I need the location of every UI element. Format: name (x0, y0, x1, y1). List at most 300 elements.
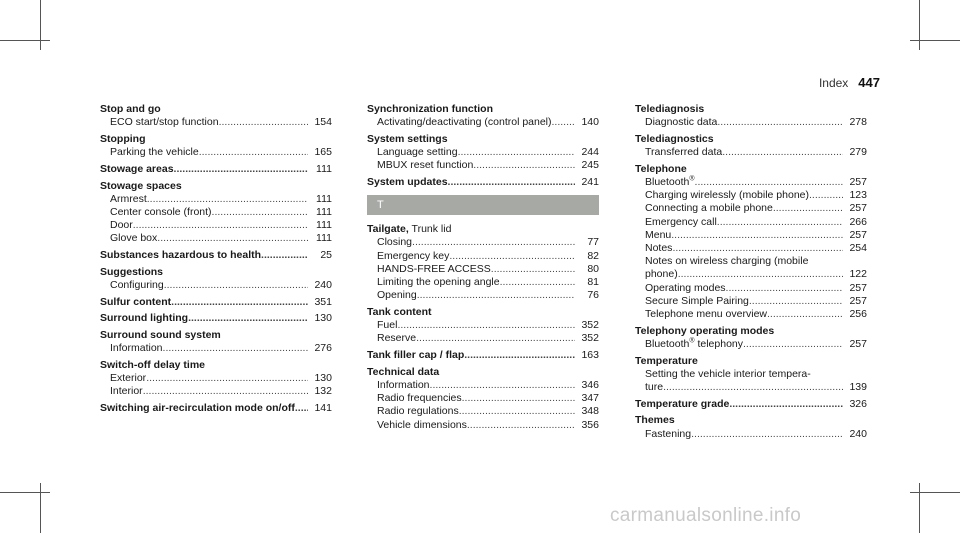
dot-leader (449, 250, 575, 263)
dot-leader (671, 229, 843, 242)
dot-leader (773, 202, 843, 215)
subentry-text: Transferred data (645, 146, 723, 159)
subentry-label (110, 342, 163, 355)
dot-leader (500, 276, 575, 289)
entry-title: System settings (367, 132, 448, 145)
subentry-label (645, 338, 743, 351)
index-entry (100, 249, 332, 262)
index-entry (100, 163, 332, 176)
dot-leader (462, 392, 575, 405)
entry-title: Telediagnostics (635, 132, 714, 145)
entry-heading (100, 103, 332, 116)
entry-heading (367, 133, 599, 146)
dot-leader (767, 308, 843, 321)
dot-leader (678, 268, 843, 281)
subentry-label (110, 279, 164, 292)
page-ref: 346 (581, 378, 599, 391)
dot-leader (473, 159, 575, 172)
entry-title: Telephony operating modes (635, 324, 775, 337)
subentry-label (110, 116, 219, 129)
index-entry (100, 312, 332, 325)
subentry-text: Information (377, 378, 430, 391)
entry-title: Switching air-recirculation mode on/off (100, 402, 295, 415)
dot-leader (458, 146, 575, 159)
subentry (100, 385, 332, 398)
dot-leader (691, 428, 843, 441)
subentry (367, 392, 599, 405)
index-entry (635, 103, 867, 129)
entry-title: Temperature grade (635, 397, 730, 410)
entry-title: Stop and go (100, 103, 161, 115)
subentry (635, 176, 867, 189)
subentry (100, 219, 332, 232)
subentry-label (645, 202, 773, 215)
dot-leader (749, 295, 843, 308)
subentry-wrapped-line: Notes on wireless charging (mobile (645, 255, 809, 268)
dot-leader (448, 176, 575, 189)
page-ref: 163 (581, 349, 599, 362)
index-entry (100, 180, 332, 246)
subentry-label (645, 229, 671, 242)
subentry-label (377, 289, 417, 302)
subentry (635, 202, 867, 215)
page-number: 447 (858, 75, 880, 90)
subentry-text: Configuring (110, 278, 164, 291)
subentry-text: Emergency call (645, 215, 717, 228)
registered-mark: ® (689, 337, 695, 345)
subentry-label (110, 372, 146, 385)
entry-cross-reference: Trunk lid (408, 223, 452, 236)
page-ref: 254 (849, 242, 867, 255)
page-ref: 279 (849, 146, 867, 159)
subentry (635, 308, 867, 321)
page-ref: 77 (587, 236, 599, 249)
subentry-text: Armrest (110, 192, 147, 205)
entry-heading (367, 103, 599, 116)
subentry (367, 419, 599, 432)
page-ref: 256 (849, 308, 867, 321)
page-ref: 266 (849, 215, 867, 228)
dot-leader (157, 232, 308, 245)
subentry (367, 250, 599, 263)
subentry-label (645, 295, 749, 308)
page-ref: 356 (581, 418, 599, 431)
dot-leader (663, 381, 843, 394)
subentry (635, 282, 867, 295)
subentry-text: Radio regulations (377, 405, 459, 418)
subentry-text: Charging wirelessly (mobile phone) (645, 189, 809, 202)
entry-heading (100, 312, 332, 325)
crop-mark (40, 483, 41, 533)
subentry-wrapped-line: Setting the vehicle interior tempera- (645, 367, 811, 380)
entry-heading (367, 306, 599, 319)
dot-leader (729, 398, 843, 411)
subentry (367, 379, 599, 392)
index-entry (635, 398, 867, 411)
entry-title: Tank filler cap / flap (367, 349, 465, 362)
subentry (635, 381, 867, 394)
subentry (635, 428, 867, 441)
subentry-label (110, 206, 212, 219)
index-entry (635, 133, 867, 159)
entry-title: Telephone (635, 162, 687, 175)
entry-heading (367, 366, 599, 379)
entry-heading (100, 133, 332, 146)
dot-leader (188, 312, 308, 325)
dot-leader (133, 219, 308, 232)
index-entry (367, 349, 599, 362)
subentry-text: Closing (377, 236, 413, 249)
subentry-text: MBUX reset function (377, 159, 474, 172)
dot-leader (722, 146, 843, 159)
page-ref: 111 (316, 232, 332, 245)
dot-leader (163, 342, 308, 355)
dot-leader (467, 419, 575, 432)
entry-title: Stowage areas (100, 162, 174, 175)
subentry-text: Limiting the opening angle (377, 276, 500, 289)
entry-heading (635, 398, 867, 411)
page-ref: 111 (316, 162, 332, 175)
subentry-label (645, 428, 691, 441)
page-ref: 76 (587, 289, 599, 302)
subentry (635, 189, 867, 202)
dot-leader (146, 372, 308, 385)
entry-heading (100, 402, 332, 415)
page-ref: 257 (849, 337, 867, 350)
entry-title: Substances hazardous to health (100, 249, 262, 262)
page-ref: 80 (587, 262, 599, 275)
subentry (100, 232, 332, 245)
subentry-text: Reserve (377, 332, 417, 345)
entry-title: Sulfur content (100, 295, 172, 308)
subentry-text: Notes (645, 242, 673, 255)
page-ref: 154 (314, 116, 332, 129)
dot-leader (717, 216, 843, 229)
page-ref: 81 (587, 276, 599, 289)
crop-mark (919, 483, 920, 533)
dot-leader (295, 402, 308, 415)
dot-leader (695, 176, 843, 189)
subentry (367, 405, 599, 418)
index-entry (100, 133, 332, 159)
page-ref: 141 (314, 402, 332, 415)
page-ref: 140 (581, 116, 599, 129)
page-ref: 111 (316, 205, 332, 218)
subentry-text: Bluetooth (645, 337, 690, 350)
subentry-label (110, 219, 133, 232)
page-ref: 257 (849, 294, 867, 307)
dot-leader (199, 146, 308, 159)
dot-leader (212, 206, 308, 219)
dot-leader (219, 116, 308, 129)
index-entry (635, 163, 867, 321)
subentry-label (645, 189, 809, 202)
index-column-3 (635, 103, 867, 444)
crop-mark (919, 0, 920, 50)
entry-title: Themes (635, 414, 675, 427)
subentry-label (377, 146, 458, 159)
page-ref: 123 (849, 189, 867, 202)
entry-heading (100, 163, 332, 176)
page-ref: 122 (849, 268, 867, 281)
entry-title: Stowage spaces (100, 179, 182, 192)
dot-leader (147, 193, 308, 206)
subentry-text: Operating modes (645, 281, 726, 294)
subentry-label (645, 308, 767, 321)
subentry-text: Emergency key (377, 249, 450, 262)
subentry (635, 229, 867, 242)
dot-leader (464, 349, 575, 362)
subentry-label (377, 392, 462, 405)
subentry-label (645, 282, 726, 295)
subentry-label (645, 116, 717, 129)
subentry (100, 279, 332, 292)
dot-leader (412, 236, 575, 249)
subentry-text: phone) (645, 268, 678, 281)
subentry-label (377, 116, 552, 129)
index-entry (367, 133, 599, 173)
page-ref: 111 (316, 192, 332, 205)
page-ref: 257 (849, 202, 867, 215)
subentry-label (645, 268, 678, 281)
dot-leader (743, 338, 843, 351)
subentry-label (645, 146, 722, 159)
page-ref: 139 (849, 381, 867, 394)
registered-mark: ® (689, 175, 695, 183)
entry-heading (635, 133, 867, 146)
index-entry (100, 266, 332, 292)
subentry-text: Connecting a mobile phone (645, 202, 773, 215)
dot-leader (164, 279, 308, 292)
index-entry (100, 296, 332, 309)
subentry-label (110, 385, 143, 398)
entry-heading (100, 359, 332, 372)
subentry (367, 146, 599, 159)
page-ref: 348 (581, 405, 599, 418)
entry-list (367, 223, 599, 432)
page-ref: 245 (581, 159, 599, 172)
dot-leader (717, 116, 843, 129)
subentry (100, 146, 332, 159)
subentry (635, 338, 867, 351)
subentry-text: Glove box (110, 232, 158, 245)
entry-heading (100, 329, 332, 342)
subentry-label (377, 379, 430, 392)
dot-leader (430, 379, 575, 392)
index-entry (635, 325, 867, 351)
dot-leader (143, 385, 308, 398)
dot-leader (491, 263, 575, 276)
entry-title: Surround lighting (100, 312, 189, 325)
crop-mark (40, 0, 41, 50)
subentry-text: Language setting (377, 146, 458, 159)
index-entry (367, 223, 599, 302)
subentry (367, 263, 599, 276)
entry-heading (635, 325, 867, 338)
page-ref: 165 (314, 146, 332, 159)
subentry (635, 146, 867, 159)
page-ref: 278 (849, 116, 867, 129)
crop-mark (0, 492, 50, 493)
subentry-label (645, 176, 695, 189)
subentry-label (110, 146, 199, 159)
subentry-text: ture (645, 381, 664, 394)
index-entry (367, 366, 599, 432)
subentry-text: Door (110, 219, 133, 232)
subentry-text: Vehicle dimensions (377, 418, 467, 431)
page-ref: 132 (314, 385, 332, 398)
index-entry (100, 103, 332, 129)
subentry-label (377, 250, 449, 263)
subentry (100, 193, 332, 206)
crop-mark (910, 40, 960, 41)
entry-heading (100, 180, 332, 193)
subentry-text: Opening (377, 289, 417, 302)
entry-heading (635, 414, 867, 427)
index-entry (100, 329, 332, 355)
subentry (635, 295, 867, 308)
page-ref: 111 (316, 219, 332, 232)
entry-heading (635, 355, 867, 368)
page-ref: 276 (314, 342, 332, 355)
page-ref: 240 (314, 278, 332, 291)
index-column-1 (100, 103, 332, 419)
subentry-text: ECO start/stop function (110, 116, 219, 129)
entry-title: Temperature (635, 354, 698, 367)
page-ref: 352 (581, 332, 599, 345)
subentry (100, 206, 332, 219)
subentry-label (377, 332, 416, 345)
subentry-text: HANDS-FREE ACCESS (377, 262, 491, 275)
subentry-text: Fuel (377, 319, 398, 332)
entry-title: Switch-off delay time (100, 358, 206, 371)
subentry (367, 319, 599, 332)
subentry-text: Activating/deactivating (control panel) (377, 116, 552, 129)
subentry-label (110, 232, 157, 245)
subentry (367, 236, 599, 249)
entry-heading (635, 103, 867, 116)
subentry (635, 268, 867, 281)
subentry-label (377, 159, 473, 172)
index-entry (367, 103, 599, 129)
subentry-text: Fastening (645, 427, 692, 440)
dot-leader (809, 189, 843, 202)
index-entry (635, 414, 867, 440)
entry-title: Technical data (367, 365, 440, 378)
dot-leader (261, 249, 308, 262)
page-ref: 351 (314, 295, 332, 308)
index-entry (100, 359, 332, 399)
subentry-text: Menu (645, 228, 672, 241)
subentry-label (110, 193, 147, 206)
page-ref: 257 (849, 176, 867, 189)
subentry-label (645, 216, 717, 229)
entry-list (635, 103, 867, 441)
entry-title: Tailgate, (367, 223, 409, 236)
index-entry (367, 176, 599, 189)
dot-leader (417, 289, 575, 302)
subentry (367, 332, 599, 345)
page-ref: 130 (314, 312, 332, 325)
entry-heading (367, 176, 599, 189)
subentry-text: Center console (front) (110, 205, 212, 218)
entry-title: System updates (367, 176, 448, 189)
index-entry (100, 402, 332, 415)
subentry-label (377, 319, 397, 332)
dot-leader (672, 242, 843, 255)
subentry (635, 216, 867, 229)
dot-leader (171, 296, 308, 309)
entry-title: Tank content (367, 305, 432, 318)
index-column-2 (367, 103, 599, 435)
subentry (367, 276, 599, 289)
watermark: carmanualsonline.info (610, 505, 802, 526)
crop-mark (910, 492, 960, 493)
index-entry (635, 355, 867, 395)
entry-heading (100, 266, 332, 279)
index-entry (367, 306, 599, 346)
subentry-text: Radio frequencies (377, 392, 462, 405)
page-ref: 326 (849, 397, 867, 410)
page-ref: 82 (587, 249, 599, 262)
subentry-label (645, 242, 672, 255)
subentry-text: Parking the vehicle (110, 146, 199, 159)
entry-heading (635, 163, 867, 176)
page-ref: 352 (581, 319, 599, 332)
subentry (367, 116, 599, 129)
subentry-label (377, 236, 412, 249)
entry-list (100, 103, 332, 415)
page-ref: 257 (849, 228, 867, 241)
subentry (635, 116, 867, 129)
subentry-text: Diagnostic data (645, 116, 718, 129)
dot-leader (726, 282, 843, 295)
page-ref: 241 (581, 176, 599, 189)
page-ref: 257 (849, 281, 867, 294)
subentry-text: Information (110, 342, 163, 355)
header-title: Index (818, 76, 849, 90)
subentry (635, 242, 867, 255)
entry-title: Stopping (100, 132, 146, 145)
subentry (367, 289, 599, 302)
entry-heading (367, 349, 599, 362)
dot-leader (459, 405, 575, 418)
entry-title: Suggestions (100, 265, 164, 278)
subentry-text: Telephone menu overview (645, 308, 767, 321)
entry-heading (367, 223, 599, 236)
entry-title: Surround sound system (100, 329, 221, 342)
subentry-label (377, 405, 459, 418)
entry-heading (100, 296, 332, 309)
page-ref: 240 (849, 427, 867, 440)
page-ref: 130 (314, 372, 332, 385)
subentry-label (377, 276, 500, 289)
dot-leader (552, 116, 575, 129)
entry-title: Synchronization function (367, 103, 493, 115)
letter-section-bar: T (367, 195, 599, 215)
entry-title: Telediagnosis (635, 103, 705, 115)
subentry-label (377, 419, 467, 432)
subentry-label (377, 263, 491, 276)
dot-leader (416, 332, 575, 345)
dot-leader (397, 319, 575, 332)
page-ref: 347 (581, 392, 599, 405)
dot-leader (174, 163, 308, 176)
subentry-text: Interior (110, 385, 143, 398)
crop-mark (0, 40, 50, 41)
subentry (100, 372, 332, 385)
page-ref: 25 (320, 249, 332, 262)
